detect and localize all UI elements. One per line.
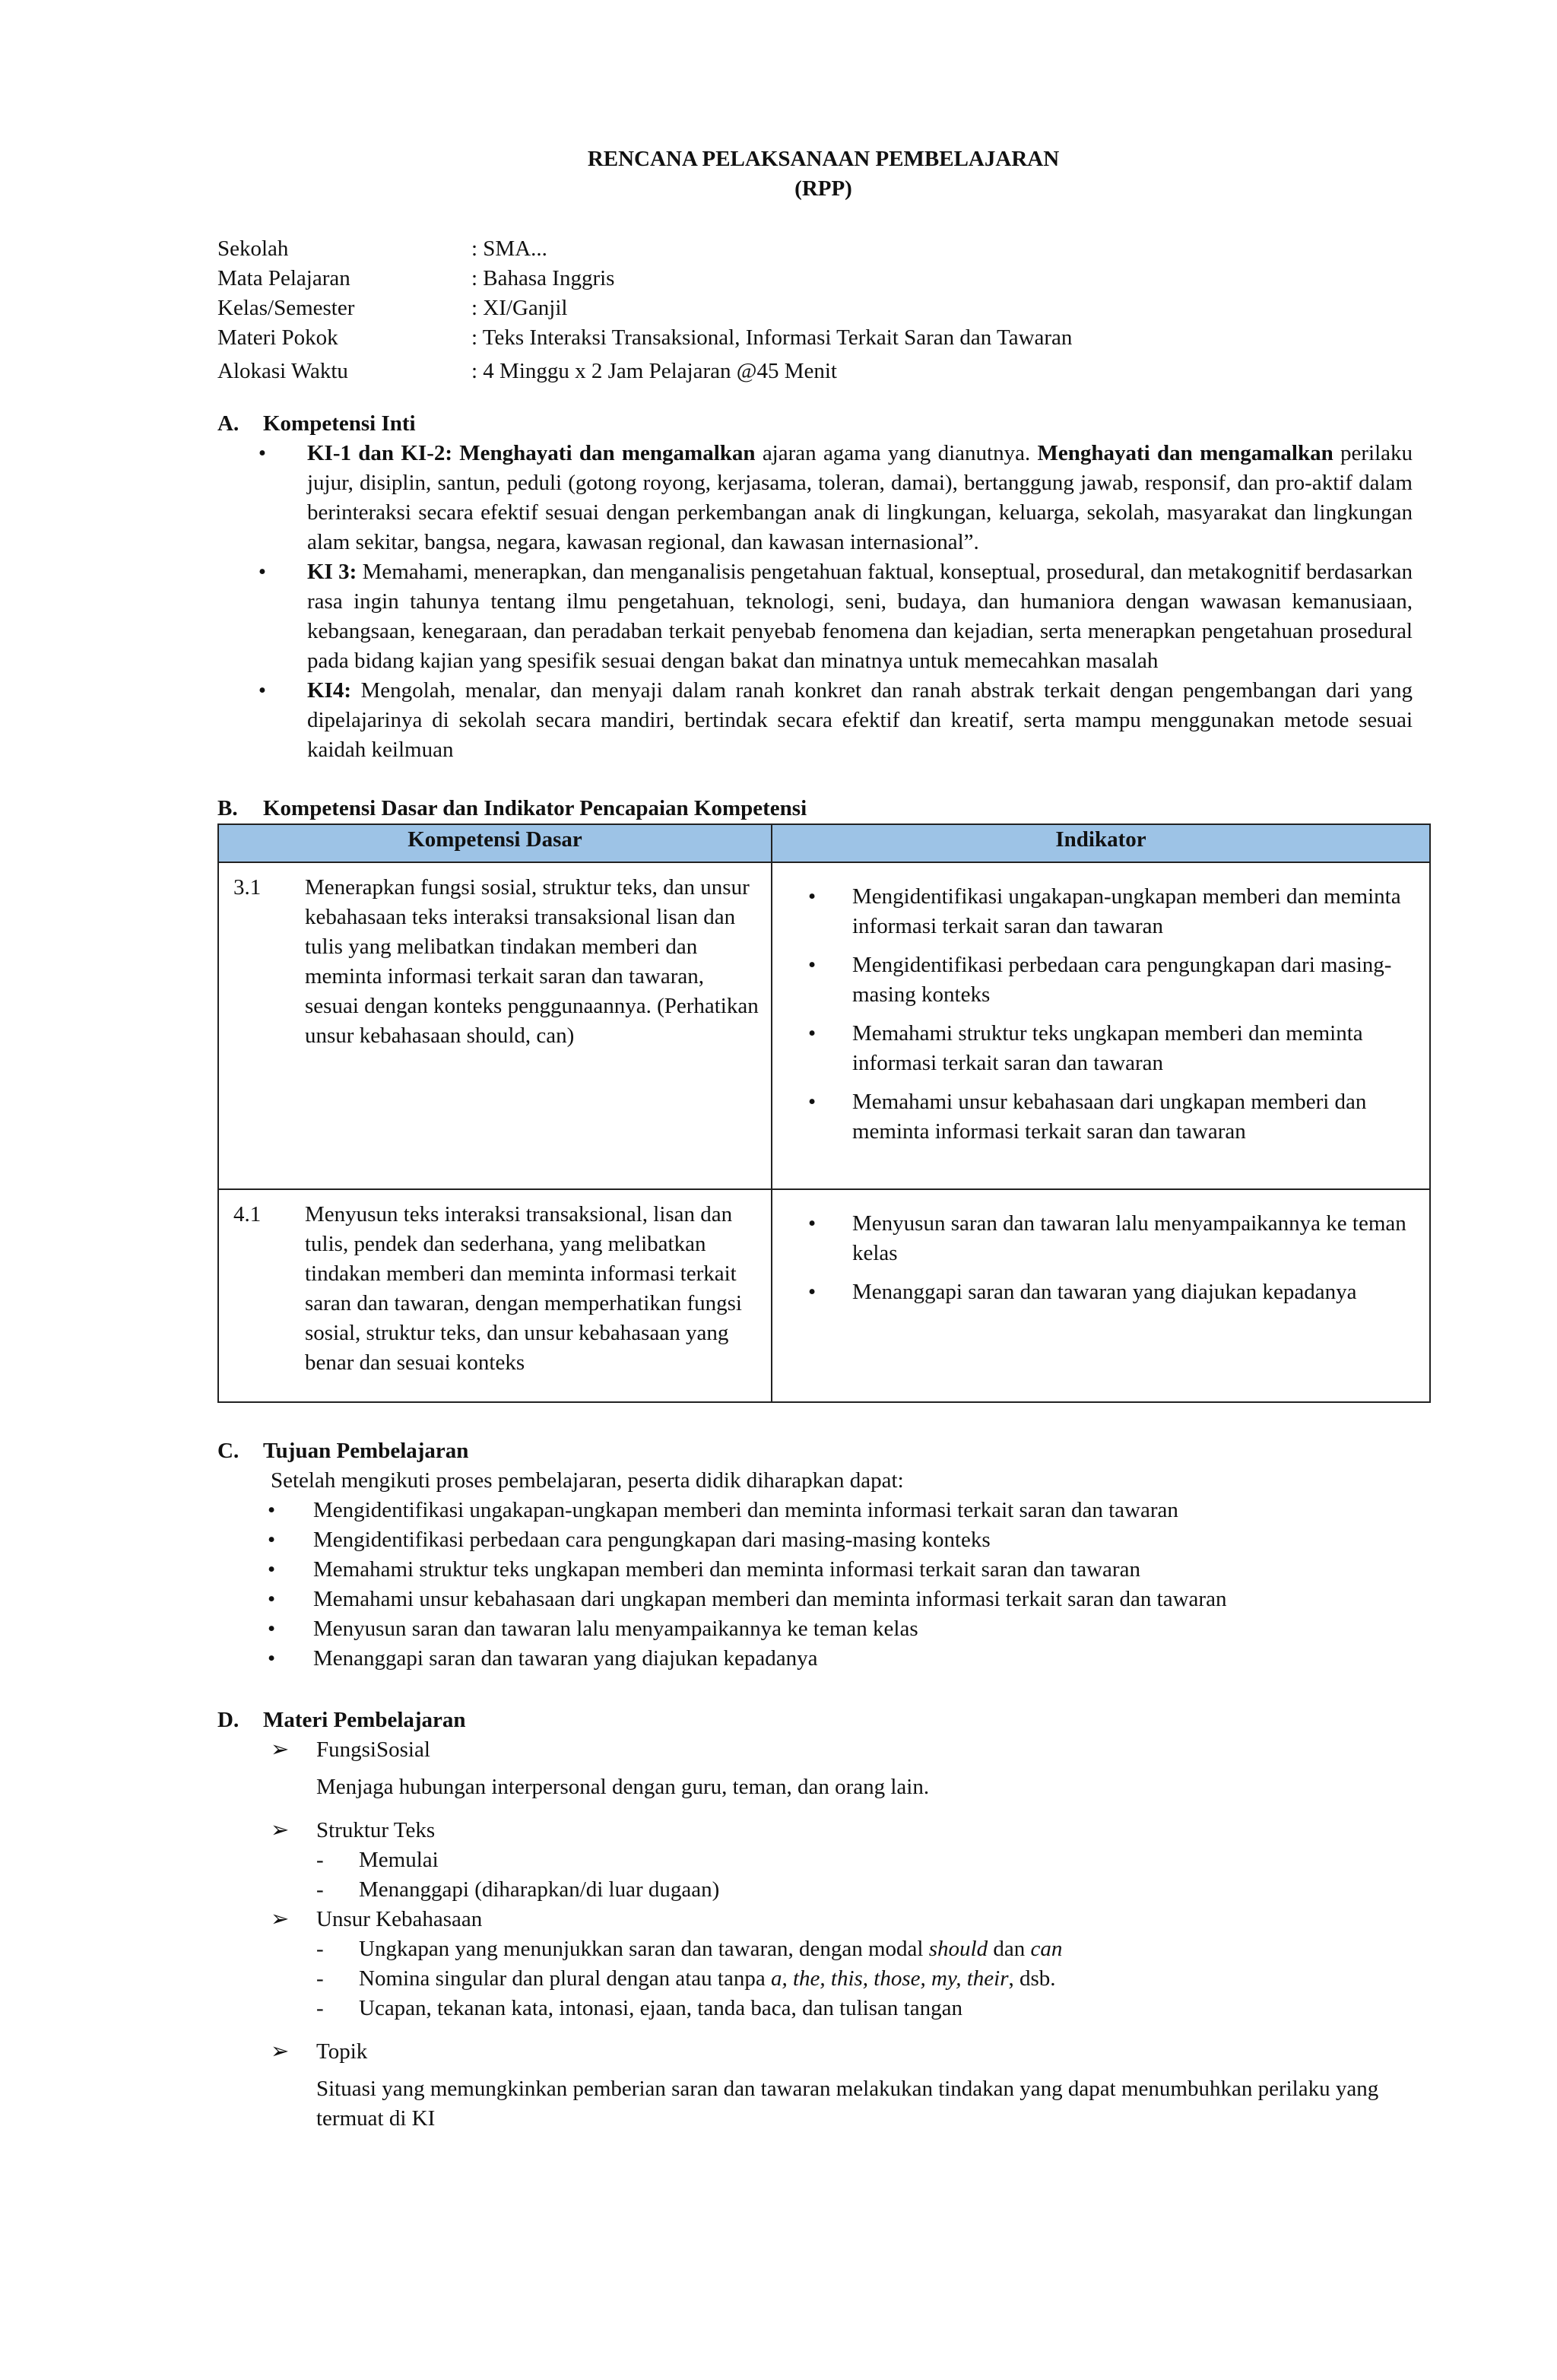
dash-bullet-icon: -: [316, 1937, 324, 1961]
materi-unsur-heading: [271, 1905, 1451, 1934]
kd-text: Menyusun teks interaksi transaksional, lisan dan tulis, pendek dan sederhana, yang melibatkan tindakan memberi dan meminta informasi terkait saran dan tawaran, dengan memperhatikan fungsi sosial, struktur teks, dan unsur kebahasaan yang benar dan sesuai konteks: [305, 1202, 742, 1375]
identity-label: Mata Pelajaran: [217, 266, 350, 290]
tujuan-list: [217, 1496, 1451, 1674]
arrow-bullet-icon: ➢: [271, 2039, 290, 2064]
dash-bullet-icon: -: [316, 1996, 324, 2020]
bullet-icon: •: [808, 1280, 817, 1304]
bullet-icon: •: [268, 1557, 276, 1582]
ki-bold: Menghayati dan mengamalkan: [1037, 441, 1333, 465]
text-run: Nomina singular dan plural dengan atau tanpa: [359, 1966, 771, 1991]
ki-list: [217, 439, 1451, 765]
arrow-bullet-icon: ➢: [271, 1907, 290, 1931]
list-item: [217, 1934, 1451, 1964]
ki-body: ajaran agama yang dianutnya.: [755, 441, 1038, 465]
tujuan-text: Mengidentifikasi ungakapan-ungkapan memberi dan meminta informasi terkait saran dan tawaran: [313, 1498, 1178, 1522]
section-letter: D.: [217, 1708, 239, 1732]
kd-number: 3.1: [233, 875, 262, 900]
indicator-text: Memahami unsur kebahasaan dari ungkapan memberi dan meminta informasi terkait saran dan tawaran: [852, 1090, 1367, 1144]
materi-fungsi-heading: [271, 1735, 1451, 1765]
materi-paragraph: Situasi yang memungkinkan pemberian saran dan tawaran melakukan tindakan yang dapat menumbuhkan perilaku yang termuat di KI: [316, 2077, 1379, 2131]
materi-subtitle: Struktur Teks: [316, 1818, 436, 1842]
italic-run: should: [928, 1937, 988, 1961]
list-item: [217, 1644, 1451, 1674]
text-run: Ungkapan yang menunjukkan saran dan tawaran, dengan modal: [359, 1937, 929, 1961]
list-item: [808, 1087, 1410, 1147]
kd-table: [217, 823, 1431, 1403]
list-item: [217, 1585, 1451, 1614]
ki-bold: KI 3:: [307, 560, 357, 584]
identity-label: Materi Pokok: [217, 325, 338, 350]
materi-subtitle: Unsur Kebahasaan: [316, 1907, 483, 1931]
list-item: [217, 1845, 1451, 1875]
identity-row-mapel: [217, 264, 1451, 294]
indicator-text: Menanggapi saran dan tawaran yang diajukan kepadanya: [852, 1280, 1357, 1304]
identity-label: Sekolah: [217, 236, 289, 261]
materi-subtitle: FungsiSosial: [316, 1737, 430, 1762]
title-line-2: (RPP): [794, 176, 852, 201]
section-title: Materi Pembelajaran: [263, 1708, 466, 1732]
ki-bold: KI4:: [307, 678, 351, 703]
bullet-icon: •: [268, 1498, 276, 1522]
materi-item-text: Memulai: [359, 1848, 439, 1872]
section-title: Kompetensi Inti: [263, 411, 416, 436]
identity-value: : Teks Interaksi Transaksional, Informasi Terkait Saran dan Tawaran: [471, 325, 1073, 350]
bullet-icon: •: [808, 884, 817, 909]
identity-block: [217, 234, 1451, 386]
ki-text: [307, 676, 1413, 765]
bullet-icon: •: [258, 441, 267, 465]
materi-item-text: Ucapan, tekanan kata, intonasi, ejaan, tanda baca, dan tulisan tangan: [359, 1996, 962, 2020]
indicator-text: Memahami struktur teks ungkapan memberi dan meminta informasi terkait saran dan tawaran: [852, 1021, 1363, 1075]
bullet-icon: •: [808, 1021, 817, 1046]
ki-bold: KI-1 dan KI-2: Menghayati dan mengamalkan: [307, 441, 756, 465]
materi-item-text: [359, 1934, 1062, 1964]
bullet-icon: •: [268, 1587, 276, 1611]
identity-row-alokasi: [217, 353, 1451, 386]
kd-cell: [218, 862, 772, 1189]
list-item: [217, 1964, 1451, 1994]
list-item: [217, 1525, 1451, 1555]
list-item: [217, 1875, 1451, 1905]
italic-run: can: [1030, 1937, 1063, 1961]
section-a-heading: [217, 409, 1451, 439]
bullet-icon: •: [808, 1090, 817, 1114]
kd-cell: [218, 1189, 772, 1402]
section-title: Tujuan Pembelajaran: [263, 1439, 469, 1463]
bullet-icon: •: [808, 1211, 817, 1236]
arrow-bullet-icon: ➢: [271, 1737, 290, 1762]
ki-body: Memahami, menerapkan, dan menganalisis pengetahuan faktual, konseptual, prosedural, dan metakognitif berdasarkan rasa ingin tahunya tentang ilmu pengetahuan, teknologi, seni, budaya, dan humaniora dengan wawasan kemanusiaan, kebangsaan, kenegaraan, dan peradaban terkait penyebab fenomena dan kejadian, serta menerapkan pengetahuan prosedural pada bidang kajian yang spesifik sesuai dengan bakat dan minatnya untuk memecahkan masalah: [307, 560, 1413, 673]
indicator-text: Mengidentifikasi perbedaan cara pengungkapan dari masing-masing konteks: [852, 953, 1392, 1007]
text-run: dan: [988, 1937, 1031, 1961]
list-item: [808, 1277, 1410, 1307]
kd-number: 4.1: [233, 1202, 262, 1226]
list-item: [217, 1994, 1451, 2023]
text-run: , dsb.: [1008, 1966, 1056, 1991]
identity-value: : 4 Minggu x 2 Jam Pelajaran @45 Menit: [471, 359, 837, 383]
list-item: [808, 882, 1410, 941]
identity-value: : SMA...: [471, 236, 547, 261]
tujuan-text: Menyusun saran dan tawaran lalu menyampaikannya ke teman kelas: [313, 1617, 918, 1641]
bullet-icon: •: [268, 1617, 276, 1641]
list-item: [808, 1209, 1410, 1268]
identity-value: : Bahasa Inggris: [471, 266, 615, 290]
tujuan-text: Mengidentifikasi perbedaan cara pengungkapan dari masing-masing konteks: [313, 1528, 991, 1552]
ki-item-3: [217, 557, 1451, 676]
materi-item-text: Menanggapi (diharapkan/di luar dugaan): [359, 1877, 720, 1902]
materi-block: [217, 1905, 1451, 1934]
document-title: [217, 144, 1429, 204]
indicator-cell: [772, 1189, 1430, 1402]
indicator-text: Mengidentifikasi ungakapan-ungkapan memberi dan meminta informasi terkait saran dan tawaran: [852, 884, 1401, 938]
tujuan-intro: Setelah mengikuti proses pembelajaran, peserta didik diharapkan dapat:: [271, 1468, 904, 1493]
identity-value: : XI/Ganjil: [471, 296, 568, 320]
bullet-icon: •: [258, 560, 267, 584]
materi-block: [217, 2037, 1451, 2134]
materi-struktur-heading: [271, 1816, 1451, 1845]
ki-text: [307, 557, 1413, 676]
section-title: Kompetensi Dasar dan Indikator Pencapaian Kompetensi: [263, 796, 807, 820]
materi-block: [217, 1735, 1451, 1845]
italic-run: a, the, this, those, my, their: [770, 1966, 1009, 1991]
bullet-icon: •: [808, 953, 817, 977]
identity-label: Alokasi Waktu: [217, 359, 348, 383]
section-d-heading: [217, 1706, 1451, 1735]
column-header-kd: Kompetensi Dasar: [218, 824, 772, 862]
table-header-row: [218, 824, 1430, 862]
tujuan-text: Memahami unsur kebahasaan dari ungkapan memberi dan meminta informasi terkait saran dan tawaran: [313, 1587, 1227, 1611]
ki-text: [307, 439, 1413, 557]
materi-item-text: [359, 1964, 1056, 1994]
arrow-bullet-icon: ➢: [271, 1818, 290, 1842]
dash-bullet-icon: -: [316, 1877, 324, 1902]
ki-body: Mengolah, menalar, dan menyaji dalam ranah konkret dan ranah abstrak terkait dengan pengembangan dari yang dipelajarinya di sekolah secara mandiri, bertindak secara efektif dan kreatif, serta mampu menggunakan metode sesuai kaidah keilmuan: [307, 678, 1413, 762]
list-item: [808, 950, 1410, 1010]
list-item: [808, 1019, 1410, 1078]
ki-item-4: [217, 676, 1451, 765]
tujuan-text: Menanggapi saran dan tawaran yang diajukan kepadanya: [313, 1646, 818, 1671]
section-c-heading: [217, 1436, 1451, 1466]
bullet-icon: •: [268, 1646, 276, 1671]
ki-item-1: [217, 439, 1451, 557]
identity-label: Kelas/Semester: [217, 296, 355, 320]
section-b-heading: [217, 794, 1451, 823]
identity-row-kelas: [217, 294, 1451, 323]
dash-bullet-icon: -: [316, 1848, 324, 1872]
tujuan-text: Memahami struktur teks ungkapan memberi dan meminta informasi terkait saran dan tawaran: [313, 1557, 1140, 1582]
materi-topik-heading: [271, 2037, 1451, 2067]
bullet-icon: •: [268, 1528, 276, 1552]
list-item: [217, 1555, 1451, 1585]
list-item: [217, 1496, 1451, 1525]
identity-row-materi: [217, 323, 1451, 353]
indicator-text: Menyusun saran dan tawaran lalu menyampaikannya ke teman kelas: [852, 1211, 1406, 1265]
indicator-cell: [772, 862, 1430, 1189]
table-row: [218, 862, 1430, 1189]
section-letter: B.: [217, 796, 238, 820]
section-letter: A.: [217, 411, 239, 436]
section-letter: C.: [217, 1439, 239, 1463]
kd-text: Menerapkan fungsi sosial, struktur teks, dan unsur kebahasaan teks interaksi transaksional lisan dan tulis yang melibatkan tindakan memberi dan meminta informasi terkait saran dan tawaran, sesuai dengan konteks penggunaannya. (Perhatikan unsur kebahasaan should, can): [305, 875, 759, 1048]
list-item: [217, 1614, 1451, 1644]
ki-body: perilaku jujur, disiplin, santun, peduli (gotong royong, kerjasama, toleran, damai), bertanggung jawab, responsif, dan pro-aktif dalam berinteraksi secara efektif sesuai dengan perkembangan anak di lingkungan, keluarga, sekolah, masyarakat dan lingkungan alam sekitar, bangsa, negara, kawasan regional, dan kawasan internasional”.: [307, 441, 1413, 554]
identity-row-sekolah: [217, 234, 1451, 264]
materi-paragraph: Menjaga hubungan interpersonal dengan guru, teman, dan orang lain.: [316, 1775, 930, 1799]
bullet-icon: •: [258, 678, 267, 703]
dash-bullet-icon: -: [316, 1966, 324, 1991]
title-line-1: RENCANA PELAKSANAAN PEMBELAJARAN: [587, 147, 1060, 171]
materi-subtitle: Topik: [316, 2039, 368, 2064]
table-row: [218, 1189, 1430, 1402]
column-header-indikator: Indikator: [772, 824, 1430, 862]
